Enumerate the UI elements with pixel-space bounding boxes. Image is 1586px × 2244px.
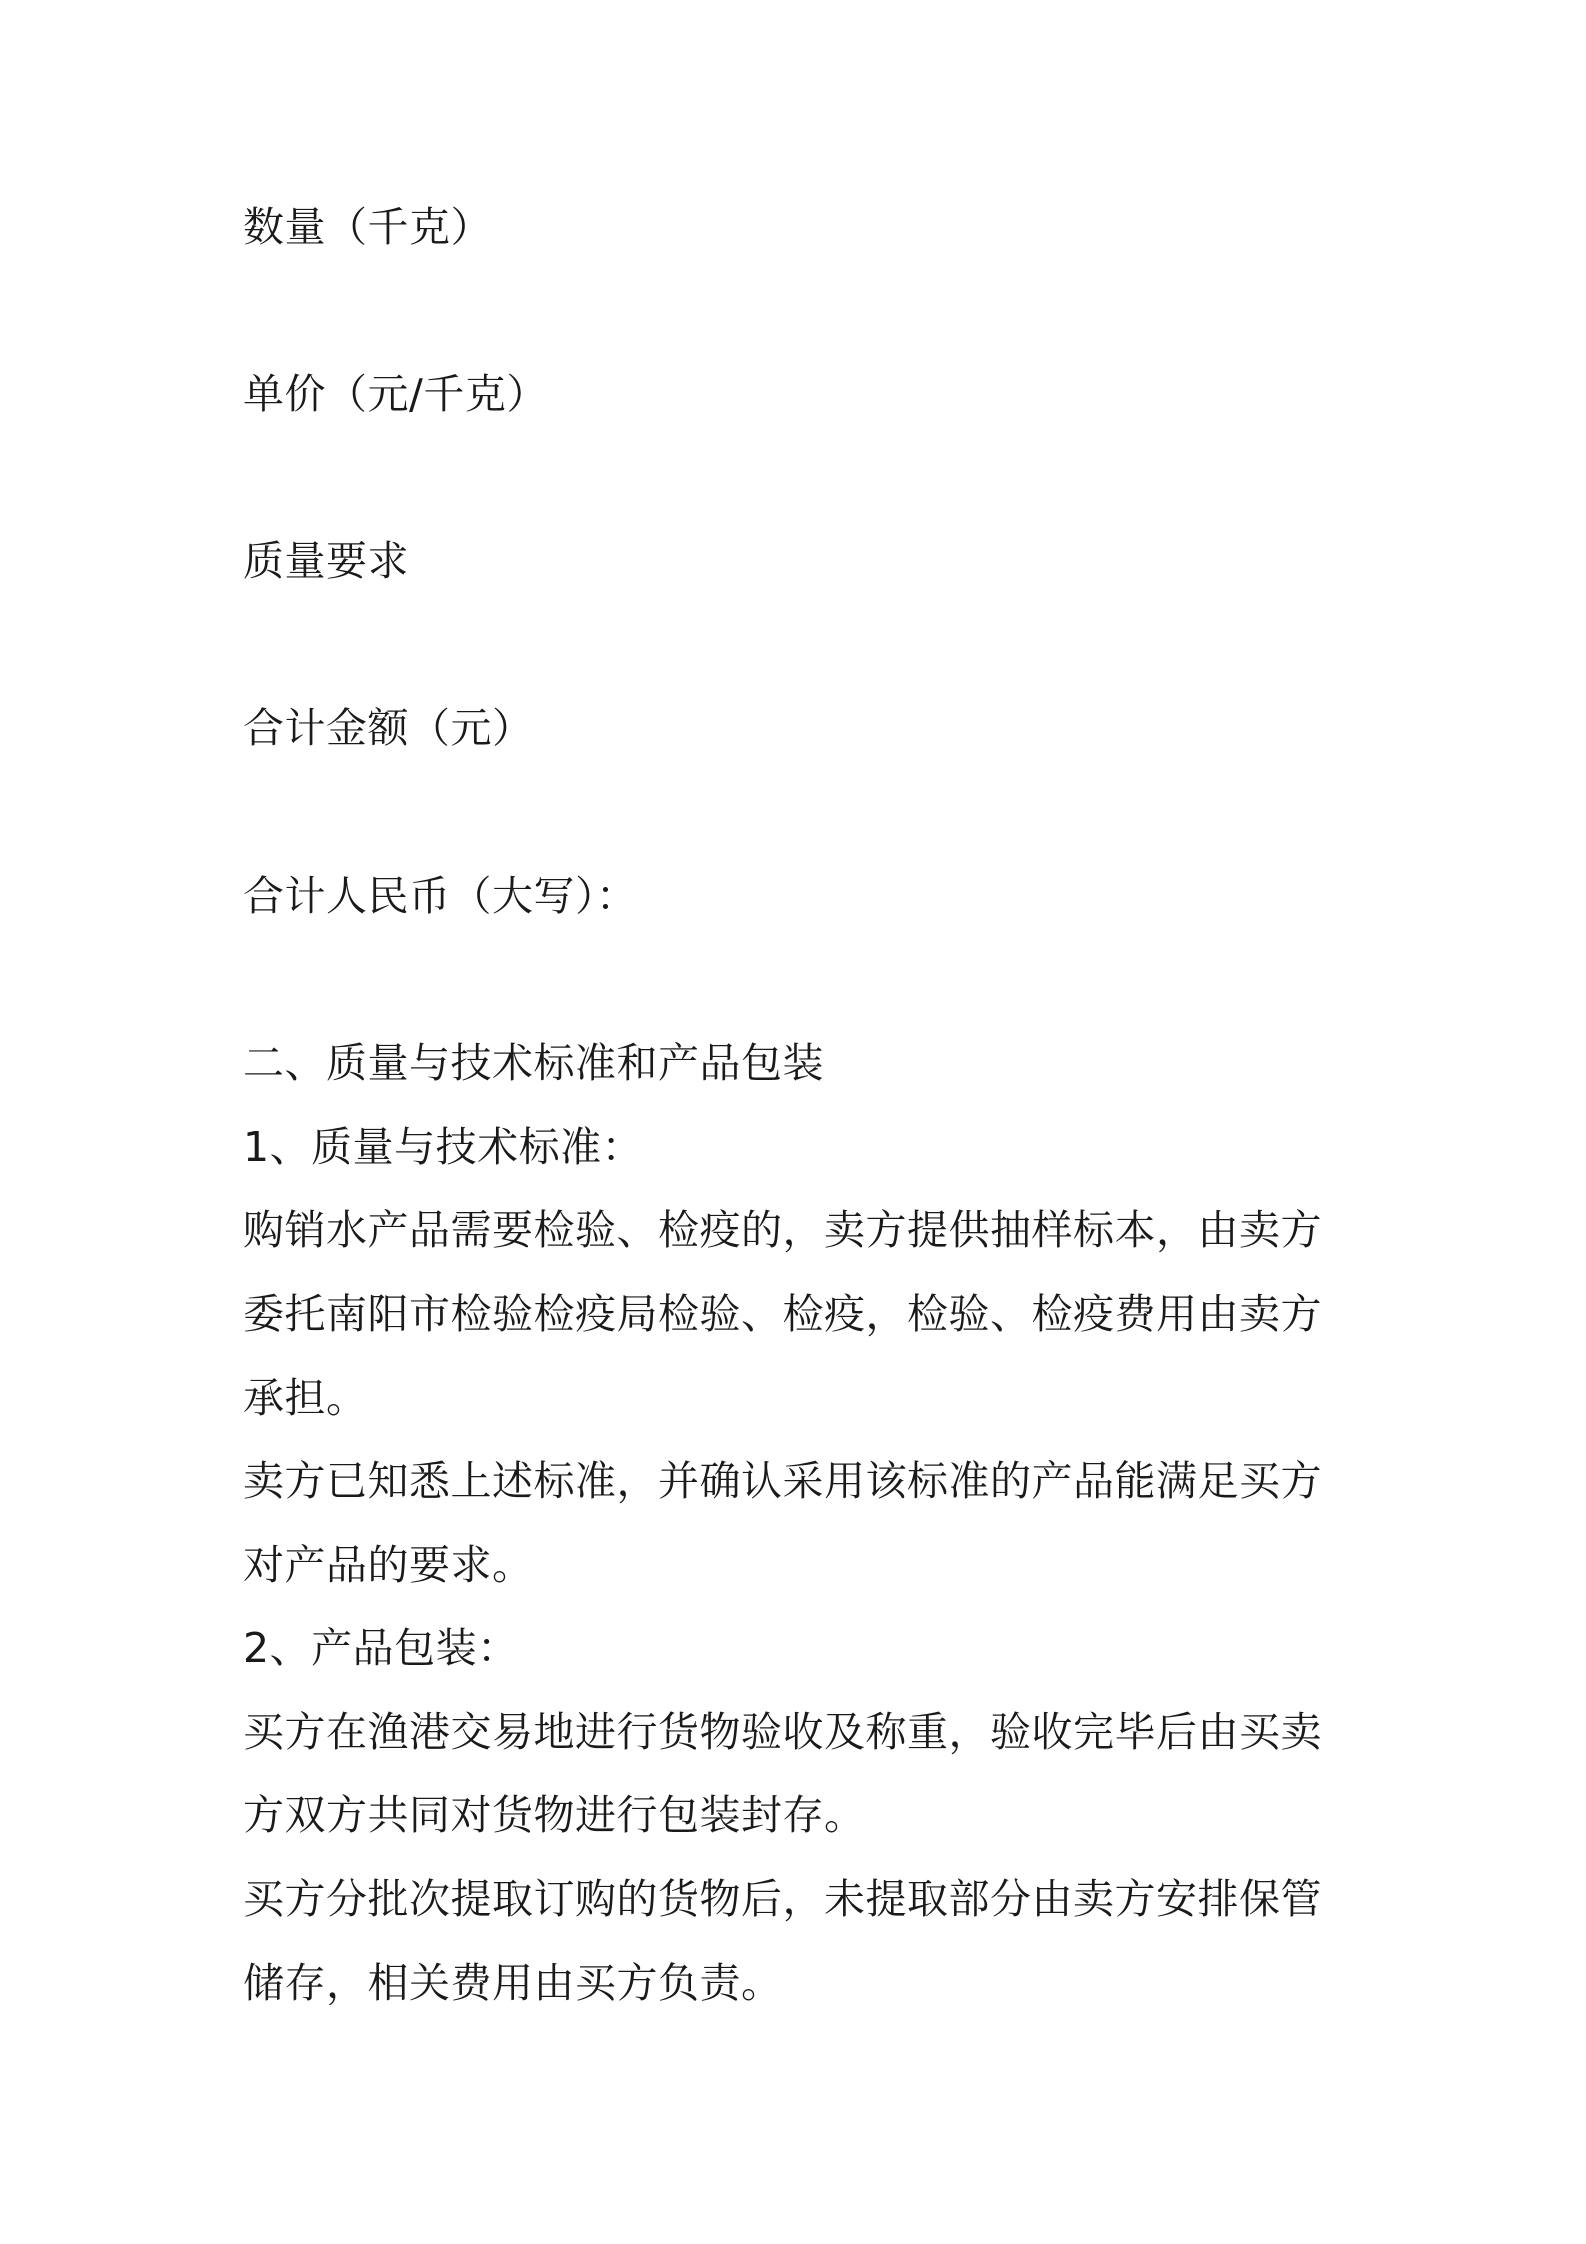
paragraph-line: 储存，相关费用由买方负责。	[243, 1959, 783, 2007]
subsection-heading-packaging: 2、产品包装：	[243, 1624, 519, 1672]
paragraph-line: 卖方已知悉上述标准，并确认采用该标准的产品能满足买方	[243, 1457, 1322, 1505]
paragraph-line: 委托南阳市检验检疫局检验、检疫，检验、检疫费用由卖方	[243, 1290, 1322, 1338]
field-total-amount-label: 合计金额（元）	[243, 704, 534, 752]
paragraph-line: 方双方共同对货物进行包装封存。	[243, 1791, 866, 1839]
paragraph-line: 买方分批次提取订购的货物后，未提取部分由卖方安排保管	[243, 1875, 1322, 1923]
field-unit-price-label: 单价（元/千克）	[243, 370, 548, 418]
paragraph-line: 买方在渔港交易地进行货物验收及称重，验收完毕后由买卖	[243, 1708, 1322, 1756]
field-total-rmb-uppercase-label: 合计人民币（大写）：	[243, 872, 638, 920]
field-quantity-label: 数量（千克）	[243, 203, 492, 251]
paragraph-line: 承担。	[243, 1374, 368, 1422]
paragraph-line: 对产品的要求。	[243, 1541, 534, 1589]
subsection-heading-quality: 1、质量与技术标准：	[243, 1123, 644, 1171]
paragraph-line: 购销水产品需要检验、检疫的，卖方提供抽样标本，由卖方	[243, 1206, 1322, 1254]
section-heading: 二、质量与技术标准和产品包装	[243, 1039, 824, 1087]
field-quality-requirement-label: 质量要求	[243, 537, 409, 585]
